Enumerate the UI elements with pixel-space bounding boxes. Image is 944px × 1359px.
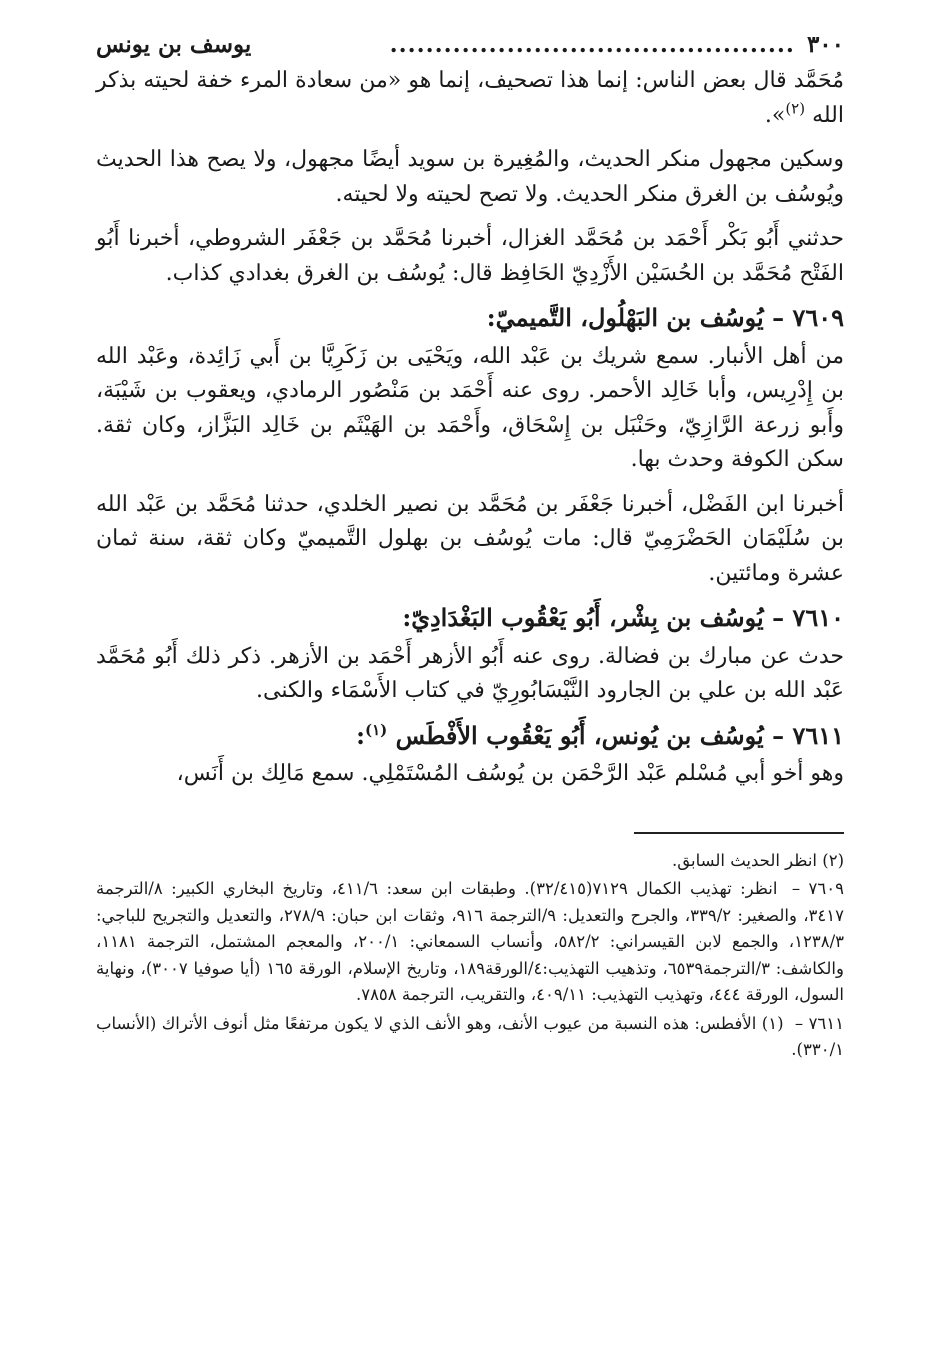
paragraph: حدث عن مبارك بن فضالة. روى عنه أَبُو الأزهر أَحْمَد بن الأزهر. ذكر ذلك أَبُو مُحَمَّد عَبْد الله بن علي بن الجارود النَّيْسَابُورِيّ في كتاب الأَسْمَاء والكنى. [96,643,844,703]
paragraph: وسكين مجهول منكر الحديث، والمُغِيرة بن سويد أيضًا مجهول، ولا يصح هذا الحديث ويُوسُف بن الغرق منكر الحديث. ولا تصح لحيته ولا لحيته. [96,147,844,207]
page-header [96,28,844,64]
heading-colon: : [356,720,365,750]
footnotes [96,848,844,1064]
page-number: ٣٠٠ [806,31,844,58]
entry-heading-7610: ٧٦١٠ – يُوسُف بن بِشْر، أَبُو يَعْقُوب البَغْدَادِيّ: [402,603,844,632]
paragraph: أخبرنا ابن الفَضْل، أخبرنا جَعْفَر بن مُحَمَّد بن نصير الخلدي، حدثنا مُحَمَّد بن عَبْد الله بن سُلَيْمَان الحَضْرَمِيّ قال: مات يُوسُف بن بهلول التَّميميّ وكان ثقة، سنة ثمان عشرة ومائتين. [96,491,844,586]
footnote: (٢) انظر الحديث السابق. [672,850,844,870]
footnote-ref: (١) [364,720,388,739]
entry-heading-7609: ٧٦٠٩ – يُوسُف بن البَهْلُول، التَّميميّ: [486,303,844,332]
footnote-separator [634,832,844,834]
paragraph: وهو أخو أبي مُسْلم عَبْد الرَّحْمَن بن يُوسُف المُسْتَمْلِي. سمع مَالِك بن أَنَس، [176,761,844,786]
main-text [96,64,844,792]
paragraph-continuation [96,64,844,133]
entry-heading-text: ٧٦١١ – يُوسُف بن يُونس، أَبُو يَعْقُوب الأَفْطَس [395,720,844,750]
paragraph-text-end: ». [764,102,786,128]
paragraph-text: مُحَمَّد قال بعض الناس: إنما هذا تصحيف، إنما هو «من سعادة المرء خفة لحيته بذكر الله [96,68,844,128]
footnote-entry-number: ٧٦١١ – [794,1013,845,1033]
paragraph: حدثني أَبُو بَكْر أَحْمَد بن مُحَمَّد الغزال، أخبرنا مُحَمَّد بن جَعْفَر الشروطي، أخبرنا أَبُو الفَتْح مُحَمَّد بن الحُسَيْن الأَزْدِيّ الحَافِظ قال: يُوسُف بن الغرق بغدادي كذاب. [96,226,844,286]
running-title: يوسف بن يونس [96,31,252,58]
footnote-text: (١) الأفطس: هذه النسبة من عيوب الأنف، وهو الأنف الذي لا يكون مرتفعًا مثل أنوف الأتراك (الأنساب ٣٣٠/١). [96,1013,844,1059]
header-leader-dots: ............................................. [389,31,795,58]
footnote [96,876,844,1009]
paragraph: من أهل الأنبار. سمع شريك بن عَبْد الله، ويَحْيَى بن زَكَرِيَّا بن أَبي زَائِدة، وعَبْد الله بن إِدْرِيس، وأبا خَالِد الأحمر. روى عنه أَحْمَد بن مَنْصُور الرمادي، ويعقوب بن شَيْبَة، وأَبو زرعة الرَّازِيّ، وحَنْبَل بن إِسْحَاق، وأَحْمَد بن الهَيْثَم بن خَالِد البَزَّاز، وكان ثقة. سكن الكوفة وحدث بها. [96,343,844,472]
entry-heading-7611 [96,719,844,754]
footnote [96,1011,844,1064]
footnote-entry-number: ٧٦٠٩ – [791,879,844,898]
footnote-text: انظر: تهذيب الكمال ٧١٢٩(٣٢/٤١٥). وطبقات ابن سعد: ٤١١/٦، وتاريخ البخاري الكبير: ٨/الترجمة ٣٤١٧، والصغير: ٣٣٩/٢، والجرح والتعديل: ٩/الترجمة ٩١٦، وثقات ابن حبان: ٢٧٨/٩، والتعديل والتجريح للباجي: ١٢٣٨/٣، والجمع لابن القيسراني: ٥٨٢/٢، وأنساب السمعاني: ٢٠٠/١، والمعجم المشتمل، الترجمة ١١٨١، والكاشف: ٣/الترجمة٦٥٣٩، وتذهيب التهذيب:٤/الورقة١٨٩، وتاريخ الإسلام، الورقة ١٦٥ (أيا صوفيا ٣٠٠٧)، ونهاية السول، الورقة ٤٤٤، وتهذيب التهذيب: ٤٠٩/١١، والتقريب، الترجمة ٧٨٥٨. [96,879,844,1004]
footnote-separator-wrap [96,802,844,848]
footnote-ref: (٢) [785,99,806,118]
